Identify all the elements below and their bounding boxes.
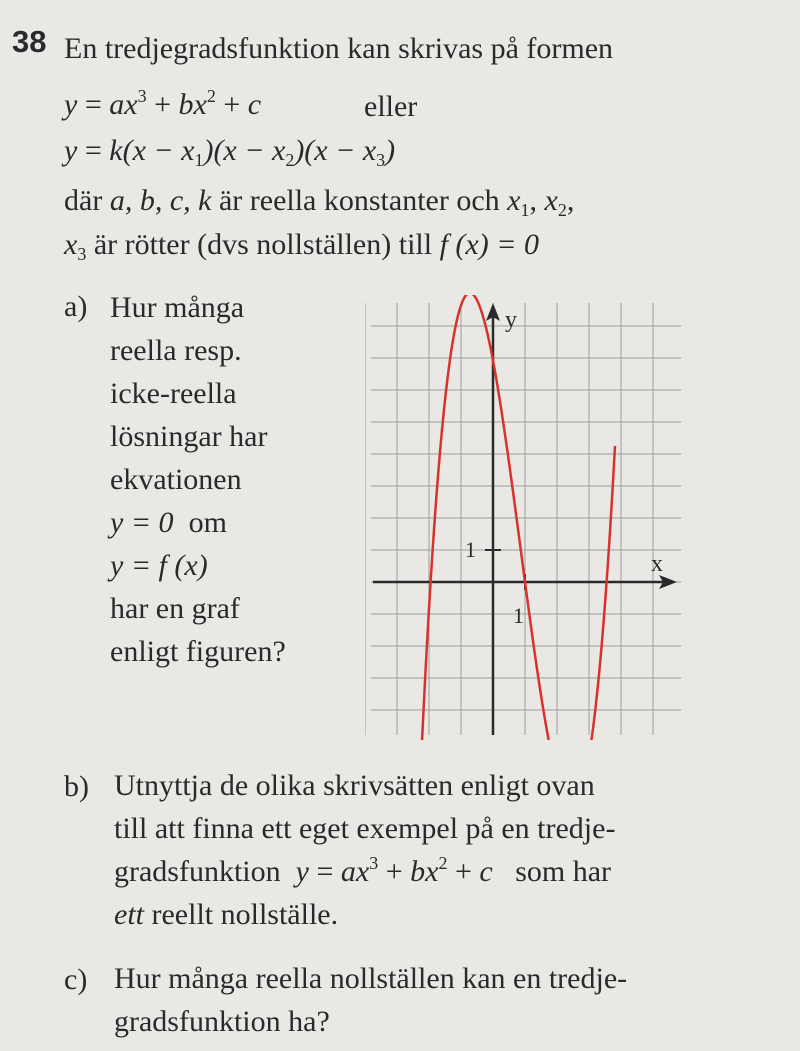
part-b-text: Utnyttja de olika skrivsätten enligt ovan till att finna ett eget exempel på en tredje- gradsfunktion $y = ax^3 + bx^2 + c$ som har ett reellt nollställe. [114,769,616,931]
eller-word: eller [364,90,418,123]
roots-line: $x_3$ är rötter (dvs nollställen) till f (x) = 0 [64,228,539,264]
part-a-label: a) [64,290,88,323]
part-a-text: Hur många reella resp. icke-reella lösningar har ekvationen y = 0 om y = f (x) har en graf enligt figuren? [110,291,286,668]
y-axis-label: y [505,307,517,333]
graph-grid [365,303,681,735]
cubic-form-1: $y = ax^3 + bx^2 + c$ [64,86,262,121]
cubic-form-2: $y = k(x - x_1)(x - x_2)(x - x_3)$ [64,134,396,170]
constants-line: där a, b, c, k är reella konstanter och $x_1$, $x_2$, [64,184,575,220]
problem-intro: En tredjegradsfunktion kan skrivas på formen [64,32,614,65]
function-graph [365,295,685,740]
x-tick-label: 1 [513,603,524,628]
x-axis-label: x [651,551,663,577]
part-c-text: Hur många reella nollställen kan en tredje- gradsfunktion ha? [114,962,628,1038]
part-c-label: c) [64,963,88,996]
part-b-label: b) [64,770,89,803]
problem-number: 38 [12,24,47,59]
y-tick-label: 1 [465,537,476,562]
